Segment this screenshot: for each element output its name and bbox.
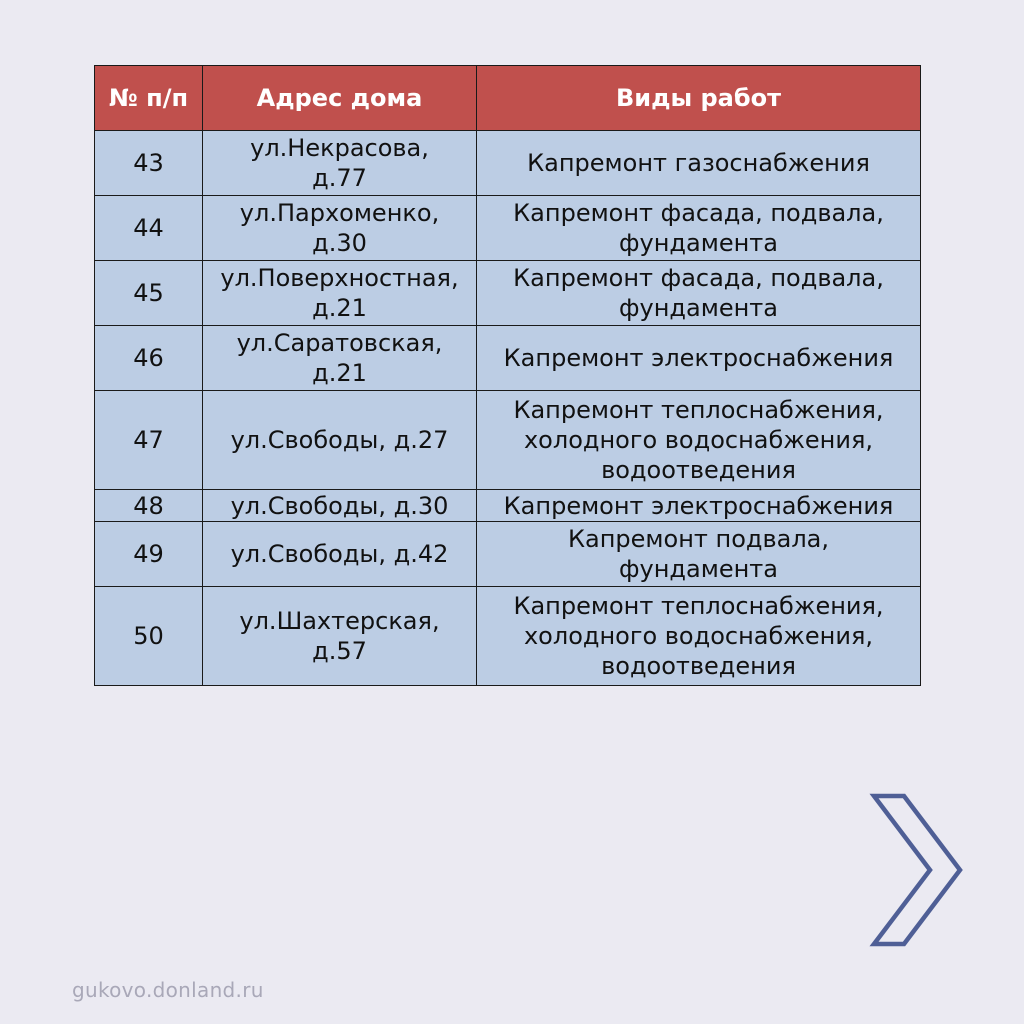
cell-work-type <box>477 326 921 391</box>
chevron-right-icon[interactable] <box>866 790 966 950</box>
cell-address-line: ул.Шахтерская, <box>239 607 440 635</box>
cell-address <box>203 490 477 522</box>
cell-work-type-line: фундамента <box>619 555 778 583</box>
cell-number: 46 <box>95 326 203 391</box>
cell-work-type <box>477 196 921 261</box>
cell-address <box>203 261 477 326</box>
cell-work-type <box>477 587 921 686</box>
cell-work-type <box>477 131 921 196</box>
cell-address <box>203 326 477 391</box>
cell-address <box>203 587 477 686</box>
table-row <box>95 196 921 261</box>
table-row <box>95 587 921 686</box>
table-row <box>95 326 921 391</box>
cell-work-type-line: водоотведения <box>601 652 796 680</box>
cell-number: 48 <box>95 490 203 522</box>
cell-address-line: д.77 <box>312 164 367 192</box>
cell-address <box>203 196 477 261</box>
cell-work-type-line: Капремонт теплоснабжения, <box>513 396 884 424</box>
cell-number: 43 <box>95 131 203 196</box>
cell-address-line: ул.Поверхностная, <box>220 264 459 292</box>
cell-address-line: ул.Некрасова, <box>250 134 429 162</box>
cell-work-type-line: Капремонт газоснабжения <box>527 149 870 177</box>
table-header-row <box>95 66 921 131</box>
cell-address-line: д.21 <box>312 294 367 322</box>
header-number: № п/п <box>95 66 203 131</box>
table-row <box>95 490 921 522</box>
cell-address-line: д.30 <box>312 229 367 257</box>
footer-site-url: gukovo.donland.ru <box>72 978 264 1002</box>
cell-address <box>203 391 477 490</box>
cell-number: 50 <box>95 587 203 686</box>
cell-work-type-line: холодного водоснабжения, <box>523 622 874 650</box>
table-body <box>95 131 921 686</box>
cell-work-type-line: Капремонт фасада, подвала, <box>513 264 884 292</box>
cell-work-type-line: Капремонт электроснабжения <box>503 491 894 520</box>
cell-number: 49 <box>95 522 203 587</box>
cell-work-type-line: Капремонт подвала, <box>567 525 830 553</box>
cell-address-line: д.57 <box>312 637 367 665</box>
cell-address-line: ул.Пархоменко, <box>239 199 440 227</box>
table-row <box>95 261 921 326</box>
cell-address <box>203 522 477 587</box>
header-work-types: Виды работ <box>477 66 921 131</box>
cell-number: 44 <box>95 196 203 261</box>
cell-work-type-line: холодного водоснабжения, <box>523 426 874 454</box>
cell-address-line: ул.Саратовская, <box>236 329 443 357</box>
cell-work-type-line: Капремонт электроснабжения <box>503 344 894 372</box>
cell-work-type-line: фундамента <box>619 294 778 322</box>
cell-address-line: д.21 <box>312 359 367 387</box>
cell-number: 47 <box>95 391 203 490</box>
cell-number: 45 <box>95 261 203 326</box>
cell-work-type <box>477 522 921 587</box>
cell-work-type-line: фундамента <box>619 229 778 257</box>
cell-address-line: ул.Свободы, д.42 <box>230 540 449 568</box>
works-table <box>94 65 921 686</box>
cell-address-line: ул.Свободы, д.30 <box>230 491 449 520</box>
cell-address-line: ул.Свободы, д.27 <box>230 426 449 454</box>
cell-work-type-line: Капремонт теплоснабжения, <box>513 592 884 620</box>
header-address: Адрес дома <box>203 66 477 131</box>
cell-work-type <box>477 261 921 326</box>
cell-work-type <box>477 391 921 490</box>
cell-address <box>203 131 477 196</box>
table-row <box>95 131 921 196</box>
table-row <box>95 391 921 490</box>
cell-work-type <box>477 490 921 522</box>
table-row <box>95 522 921 587</box>
cell-work-type-line: водоотведения <box>601 456 796 484</box>
cell-work-type-line: Капремонт фасада, подвала, <box>513 199 884 227</box>
